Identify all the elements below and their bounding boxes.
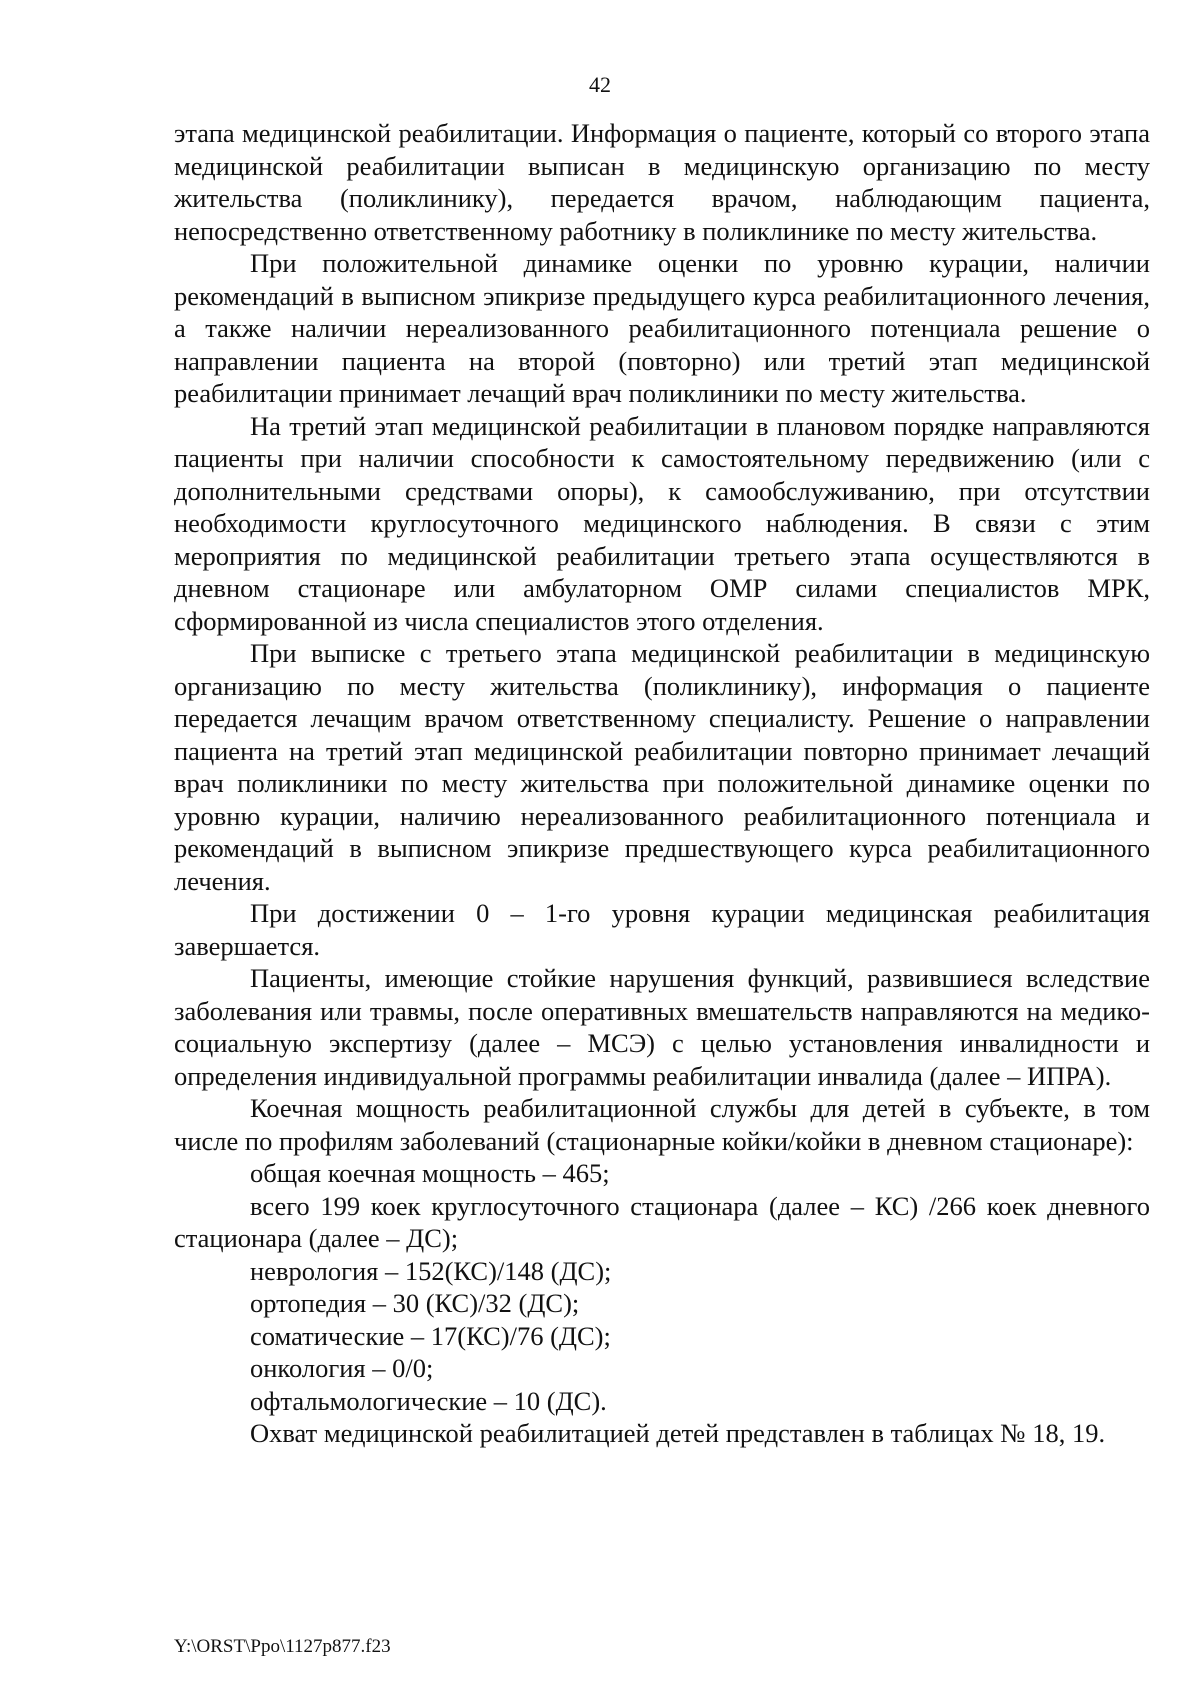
list-item: общая коечная мощность – 465; [250, 1158, 610, 1188]
paragraph: Пациенты, имеющие стойкие нарушения функций, развившиеся вследствие заболевания или травмы, после оперативных вмешательств направляются на медико-социальную экспертизу (далее – МСЭ) с целью установления инвалидности и определения индивидуальной программы реабилитации инвалида (далее – ИПРА). [174, 963, 1150, 1091]
closing-sentence: Охват медицинской реабилитацией детей представлен в таблицах № 18, 19. [250, 1418, 1106, 1448]
list-item: офтальмологические – 10 (ДС). [250, 1385, 607, 1416]
page-number: 42 [589, 72, 611, 97]
list-item: неврология – 152(КС)/148 (ДС); [250, 1255, 612, 1286]
list-item: соматические – 17(КС)/76 (ДС); [250, 1320, 611, 1351]
list-item: всего 199 коек круглосуточного стационара (далее – КС) /266 коек дневного стационара (далее – ДС); [174, 1190, 1150, 1253]
paragraph: При положительной динамике оценки по уровню курации, наличии рекомендаций в выписном эпикризе предыдущего курса реабилитационного лечения, а также наличии нереализованного реабилитационного потенциала решение о направлении пациента на второй (повторно) или третий этап медицинской реабилитации принимает лечащий врач поликлиники по месту жительства. [174, 248, 1150, 408]
paragraph: При достижении 0 – 1-го уровня курации медицинская реабилитация завершается. [174, 898, 1150, 961]
list-item: ортопедия – 30 (КС)/32 (ДС); [250, 1288, 580, 1318]
paragraph: При выписке с третьего этапа медицинской реабилитации в медицинскую организацию по месту жительства (поликлинику), информация о пациенте передается лечащим врачом ответственному специалисту. Решение о направлении пациента на третий этап медицинской реабилитации повторно принимает лечащий врач поликлиники по месту жительства при положительной динамике оценки по уровню курации, наличию нереализованного реабилитационного потенциала и рекомендаций в выписном эпикризе предшествующего курса реабилитационного лечения. [174, 638, 1150, 896]
document-body [174, 117, 1150, 1450]
footer-file-path: Y:\ORST\Ppo\1127p877.f23 [174, 1636, 391, 1657]
paragraph: Коечная мощность реабилитационной службы для детей в субъекте, в том числе по профилям заболеваний (стационарные койки/койки в дневном стационаре): [174, 1093, 1150, 1156]
list-item: онкология – 0/0; [250, 1353, 434, 1383]
paragraph: этапа медицинской реабилитации. Информация о пациенте, который со второго этапа медицинской реабилитации выписан в медицинскую организацию по месту жительства (поликлинику), передается врачом, наблюдающим пациента, непосредственно ответственному работнику в поликлинике по месту жительства. [174, 118, 1150, 246]
paragraph: На третий этап медицинской реабилитации в плановом порядке направляются пациенты при наличии способности к самостоятельному передвижению (или с дополнительными средствами опоры), к самообслуживанию, при отсутствии необходимости круглосуточного медицинского наблюдения. В связи с этим мероприятия по медицинской реабилитации третьего этапа осуществляются в дневном стационаре или амбулаторном ОМР силами специалистов МРК, сформированной из числа специалистов этого отделения. [174, 410, 1150, 636]
